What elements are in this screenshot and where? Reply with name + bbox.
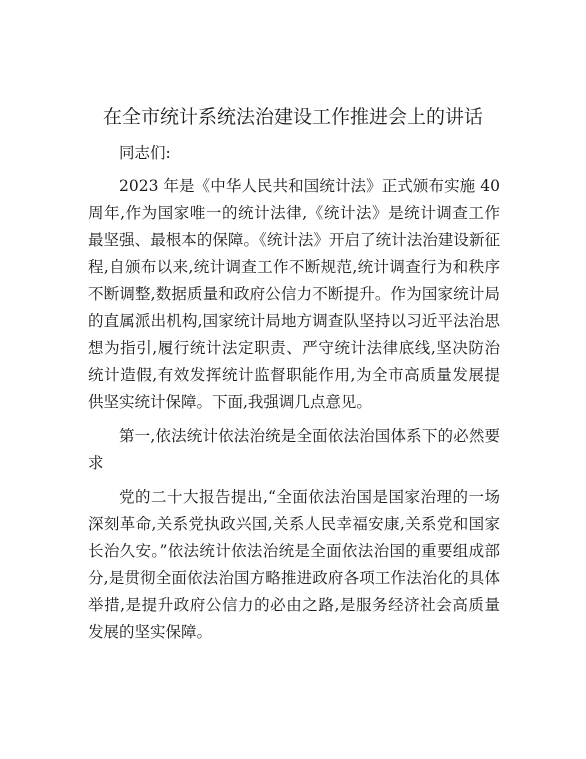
- document-title: 在全市统计系统法治建设工作推进会上的讲话: [102, 106, 483, 128]
- paragraph-intro: 2023 年是《中华人民共和国统计法》正式颁布实施 40 周年,作为国家唯一的统计法律,《统计法》是统计调查工作最坚强、最根本的保障。《统计法》开启了统计法治建设新征程,自颁布以来,统计调查工作不断规范,统计调查行为和秩序不断调整,数据质量和政府公信力不断提升。作为国家统计局的直属派出机构,国家统计局地方调查队坚持以习近平法治思想为指引,履行统计法定职责、严守统计法律底线,坚决防治统计造假,有效发挥统计监督职能作用,为全市高质量发展提供坚实统计保障。下面,我强调几点意见。: [88, 177, 500, 411]
- document-body: [88, 140, 500, 646]
- greeting: 同志们:: [119, 144, 171, 162]
- paragraph-section-1: 党的二十大报告提出,“全面依法治国是国家治理的一场深刻革命,关系党执政兴国,关系人民幸福安康,关系党和国家长治久安。”依法统计依法治统是全面依法治国的重要组成部分,是贯彻全面依法治国方略推进政府各项工作法治化的具体举措,是提升政府公信力的必由之路,是服务经济社会高质量发展的坚实保障。: [88, 488, 500, 641]
- section-heading-1: 第一,依法统计依法治统是全面依法治国体系下的必然要求: [88, 427, 500, 472]
